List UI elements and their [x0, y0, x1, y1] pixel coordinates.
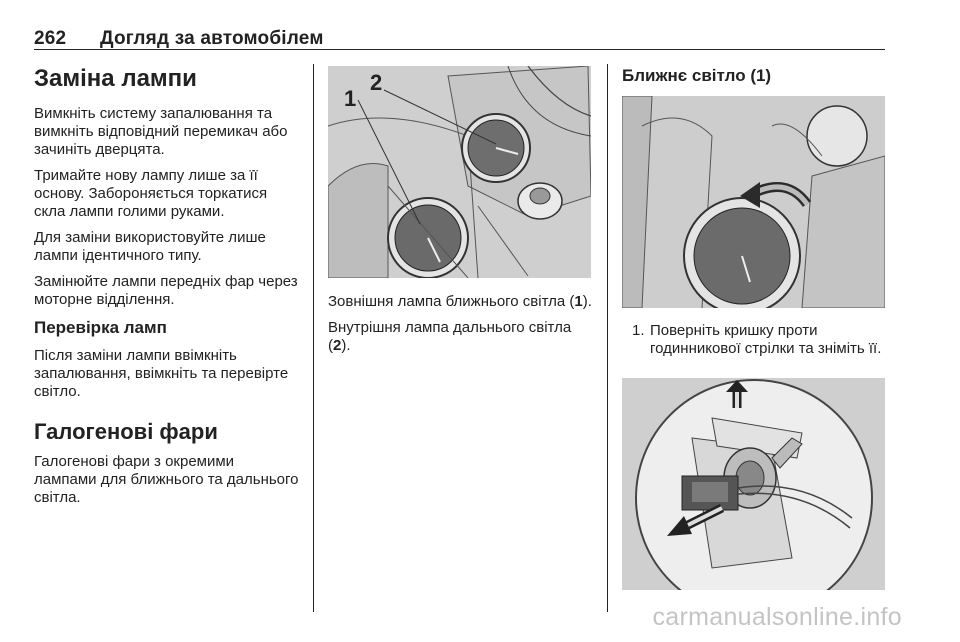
bulb-removal-drawing	[622, 378, 885, 590]
bulb-removal-illustration	[622, 378, 885, 590]
paragraph: Тримайте нову лампу лише за її основу. Забороняється торкатися скла лампи голими руками.	[34, 167, 268, 220]
watermark: carmanualsonline.info	[652, 603, 902, 631]
section-heading-lamp-replacement: Заміна лампи	[34, 65, 197, 92]
left-column	[34, 65, 299, 515]
paragraph: Галогенові фари з окремими лампами для ближнього та дальнього світла.	[34, 453, 299, 506]
column-divider-left	[313, 64, 314, 612]
cover-removal-drawing	[622, 96, 885, 308]
callout-1: 1	[344, 86, 357, 111]
subheading-halogen-headlights: Галогенові фари	[34, 419, 218, 444]
paragraph: Для заміни використовуйте лише лампи ідентичного типу.	[34, 229, 266, 264]
headlamp-rear-drawing	[328, 66, 591, 278]
step-number: 1.	[632, 322, 645, 339]
paragraph: Після заміни лампи ввімкніть запалювання, ввімкніть та перевірте світло.	[34, 347, 289, 400]
right-column	[622, 65, 887, 95]
headlamp-rear-illustration	[328, 66, 591, 278]
paragraph: Замінюйте лампи передніх фар через моторне відділення.	[34, 273, 298, 308]
callout-2: 2	[370, 70, 383, 95]
cover-removal-illustration	[622, 96, 885, 308]
caption-high-beam: Внутрішня лампа дальнього світла (2).	[328, 319, 572, 354]
column-divider-right	[607, 64, 608, 612]
step-text: Поверніть кришку проти годинникової стрілки та зніміть її.	[650, 322, 882, 357]
page-number: 262	[34, 28, 67, 49]
subheading-lamp-check: Перевірка ламп	[34, 318, 167, 337]
page-header-title: Догляд за автомобілем	[100, 28, 324, 49]
subheading-low-beam: Ближнє світло (1)	[622, 66, 772, 85]
middle-captions	[328, 293, 593, 363]
header-rule	[34, 49, 885, 50]
caption-low-beam: Зовнішня лампа ближнього світла (1).	[328, 293, 592, 310]
paragraph: Вимкніть систему запалювання та вимкніть відповідний перемикач або зачиніть дверцята.	[34, 105, 288, 158]
